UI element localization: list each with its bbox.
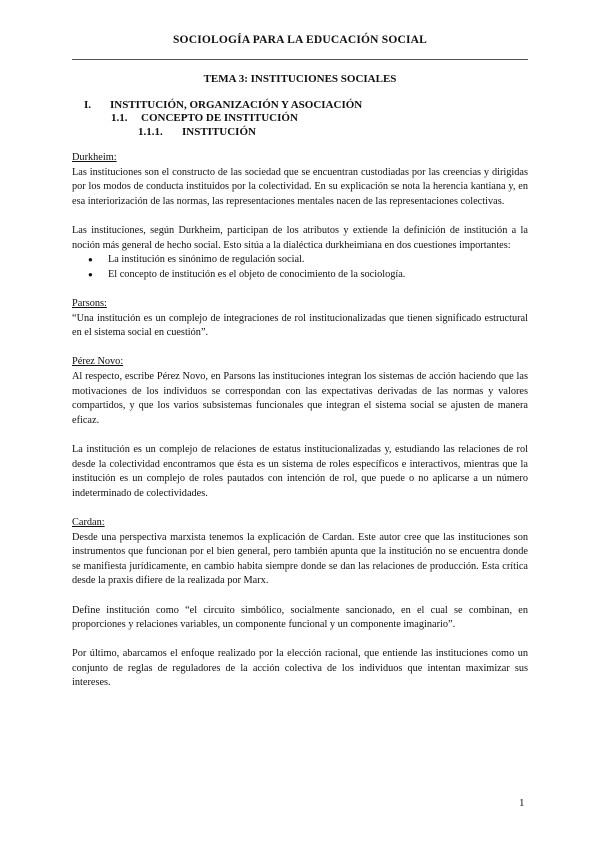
author-parsons: Parsons: xyxy=(72,298,107,310)
bullet-list xyxy=(72,253,528,282)
section-number: 1.1.1. xyxy=(138,125,163,138)
bullet-icon: ● xyxy=(88,269,93,279)
author-cardan: Cardan: xyxy=(72,516,105,528)
paragraph: Define institución como “el circuito simbólico, socialmente sancionado, en el cual se combinan, en proporciones y relaciones variables, un componente funcional y un componente imaginario”. xyxy=(72,604,528,631)
header-divider xyxy=(72,59,528,60)
document-body xyxy=(72,70,528,691)
list-item-text: El concepto de institución es el objeto de conocimiento de la sociología. xyxy=(108,268,406,280)
section-title: INSTITUCIÓN xyxy=(182,125,256,138)
section-heading-1 xyxy=(72,99,528,113)
section-heading-3 xyxy=(72,126,528,140)
author-durkheim: Durkheim: xyxy=(72,152,117,164)
running-header: SOCIOLOGÍA PARA LA EDUCACIÓN SOCIAL xyxy=(172,34,428,46)
paragraph: La institución es un complejo de relaciones de estatus institucionalizadas y, estudiando las relaciones de rol desde la colectividad encontramos que ésta es un sistema de roles específicos e interactivos, mientras que la institución es un complejo de roles pautados con intención de rol, que puede o no aplicarse a un número indeterminado de colectividades. xyxy=(72,443,528,499)
quote-paragraph: “Una institución es un complejo de integraciones de rol institucionalizadas que tienen significado estructural en el sistema social en cuestión”. xyxy=(72,312,528,339)
author-perez-novo: Pérez Novo: xyxy=(72,356,124,368)
list-item xyxy=(88,268,528,283)
paragraph: Por último, abarcamos el enfoque realizado por la elección racional, que entiende las instituciones como un conjunto de reglas de reguladores de la acción colectiva de los individuos que intentan maximizar sus intereses. xyxy=(72,648,528,689)
section-title: INSTITUCIÓN, ORGANIZACIÓN Y ASOCIACIÓN xyxy=(110,98,363,111)
section-number: I. xyxy=(84,98,92,111)
list-item xyxy=(88,253,528,268)
section-number: 1.1. xyxy=(111,112,128,125)
bullet-icon: ● xyxy=(88,255,93,265)
list-item-text: La institución es sinónimo de regulación social. xyxy=(108,254,305,266)
section-heading-2 xyxy=(72,112,528,126)
paragraph: Desde una perspectiva marxista tenemos la explicación de Cardan. Este autor cree que las instituciones son instrumentos que funcionan por el bien general, pero también apunta que la institución no se encuentra donde se manifiesta jurídicamente, en cambio habita siempre donde se dan las relaciones de producción. Esta crítica desde la praxis difiere de la realizada por Marx. xyxy=(72,531,528,587)
page-number: 1 xyxy=(519,797,525,809)
topic-title: TEMA 3: INSTITUCIONES SOCIALES xyxy=(203,73,397,85)
section-title: CONCEPTO DE INSTITUCIÓN xyxy=(141,112,298,125)
paragraph: Las instituciones son el constructo de las sociedad que se encuentran custodiadas por las creencias y dirigidas por los modos de conducta instituidos por la colectividad. En su explicación se nota la herencia kantiana y, en esa interiorización de las normas, las representaciones mentales nacen de las representaciones colectivas. xyxy=(72,166,528,207)
paragraph: Las instituciones, según Durkheim, participan de los atributos y extiende la definición de institución a la noción más general de hecho social. Esto sitúa a la dialéctica durkheimiana en dos cuestiones importantes: xyxy=(72,225,528,251)
paragraph: Al respecto, escribe Pérez Novo, en Parsons las instituciones integran los sistemas de acción haciendo que las motivaciones de los individuos se correspondan con las expectativas derivadas de las normas y valores compartidos, y que los varios subsistemas funcionales que integran el sistema social se ajusten de manera eficaz. xyxy=(72,371,528,426)
